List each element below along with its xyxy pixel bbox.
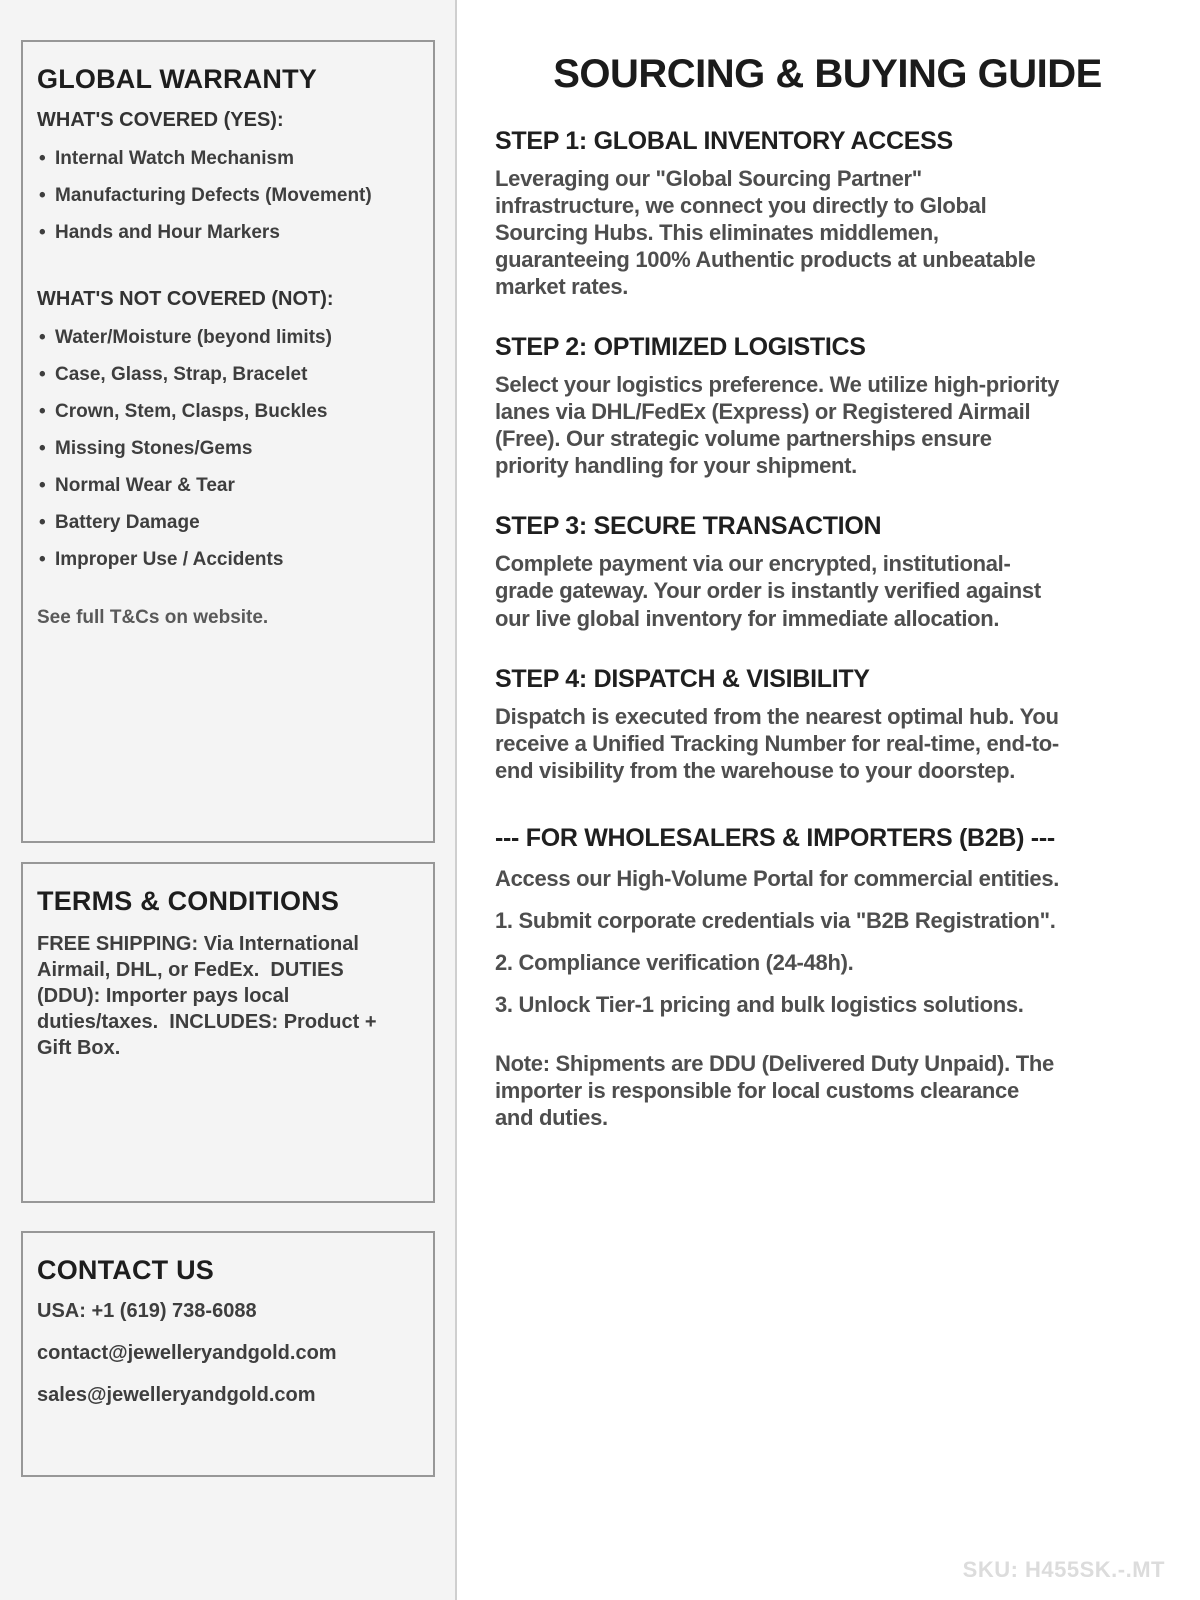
step-1-heading: STEP 1: GLOBAL INVENTORY ACCESS (495, 127, 953, 155)
warranty-title: GLOBAL WARRANTY (37, 64, 317, 94)
contact-email-sales: sales@jewelleryandgold.com (37, 1384, 316, 1406)
list-item: • Water/Moisture (beyond limits) (37, 327, 419, 349)
step-1-section (495, 127, 1160, 300)
list-item: • Normal Wear & Tear (37, 475, 419, 497)
b2b-intro: Access our High-Volume Portal for commercial entities. (495, 865, 1060, 891)
step-1-body: Leveraging our "Global Sourcing Partner" infrastructure, we connect you directly to Global Sourcing Hubs. This eliminates middlemen, guaranteeing 100% Authentic products at unbeatable market rates. (495, 166, 1036, 300)
step-3-body: Complete payment via our encrypted, institutional-grade gateway. Your order is instantly verified against our live global inventory for immediate allocation. (495, 551, 1041, 631)
terms-body: FREE SHIPPING: Via International Airmail, DHL, or FedEx. DUTIES (DDU): Importer pays local duties/taxes. INCLUDES: Product + Gift Box. (37, 933, 383, 1059)
step-3-heading: STEP 3: SECURE TRANSACTION (495, 512, 882, 541)
not-covered-title: WHAT'S NOT COVERED (NOT): (37, 288, 334, 310)
b2b-step-3: 3. Unlock Tier-1 pricing and bulk logistics solutions. (495, 991, 1024, 1017)
global-warranty-box (21, 40, 435, 843)
terms-title: TERMS & CONDITIONS (37, 886, 340, 916)
not-covered-list (37, 327, 419, 571)
contact-phone: USA: +1 (619) 738-6088 (37, 1300, 257, 1322)
step-4-section (495, 665, 1160, 784)
covered-list (37, 148, 419, 244)
list-item: • Manufacturing Defects (Movement) (37, 185, 419, 207)
b2b-heading: --- FOR WHOLESALERS & IMPORTERS (B2B) --- (495, 823, 1055, 852)
list-item: • Crown, Stem, Clasps, Buckles (37, 401, 419, 423)
covered-title: WHAT'S COVERED (YES): (37, 109, 284, 131)
list-item: • Improper Use / Accidents (37, 549, 419, 571)
step-2-body: Select your logistics preference. We utilize high-priority lanes via DHL/FedEx (Express) or Registered Airmail (Free). Our strategic volume partnerships ensure priority handling for your shipment. (495, 372, 1060, 479)
terms-conditions-box (21, 862, 435, 1203)
sku-label: SKU: H455SK.-.MT (962, 1557, 1165, 1582)
sidebar (0, 0, 457, 1600)
step-2-heading: STEP 2: OPTIMIZED LOGISTICS (495, 333, 866, 362)
step-3-section (495, 512, 1160, 631)
step-2-section (495, 333, 1160, 479)
b2b-step-2: 2. Compliance verification (24-48h). (495, 949, 854, 975)
warranty-footnote: See full T&Cs on website. (37, 607, 269, 628)
list-item: • Missing Stones/Gems (37, 438, 419, 460)
page-title: SOURCING & BUYING GUIDE (553, 52, 1102, 96)
list-item: • Internal Watch Mechanism (37, 148, 419, 170)
list-item: • Hands and Hour Markers (37, 222, 419, 244)
contact-email-primary: contact@jewelleryandgold.com (37, 1342, 337, 1364)
contact-title: CONTACT US (37, 1255, 214, 1285)
step-4-body: Dispatch is executed from the nearest optimal hub. You receive a Unified Tracking Number for real-time, end-to-end visibility from the warehouse to your doorstep. (495, 703, 1059, 783)
contact-us-box (21, 1231, 435, 1477)
list-item: • Case, Glass, Strap, Bracelet (37, 364, 419, 386)
ddu-note: Note: Shipments are DDU (Delivered Duty Unpaid). The importer is responsible for local customs clearance and duties. (495, 1050, 1054, 1130)
list-item: • Battery Damage (37, 512, 419, 534)
main-content (457, 0, 1200, 1600)
b2b-step-1: 1. Submit corporate credentials via "B2B Registration". (495, 907, 1056, 933)
step-4-heading: STEP 4: DISPATCH & VISIBILITY (495, 664, 870, 693)
